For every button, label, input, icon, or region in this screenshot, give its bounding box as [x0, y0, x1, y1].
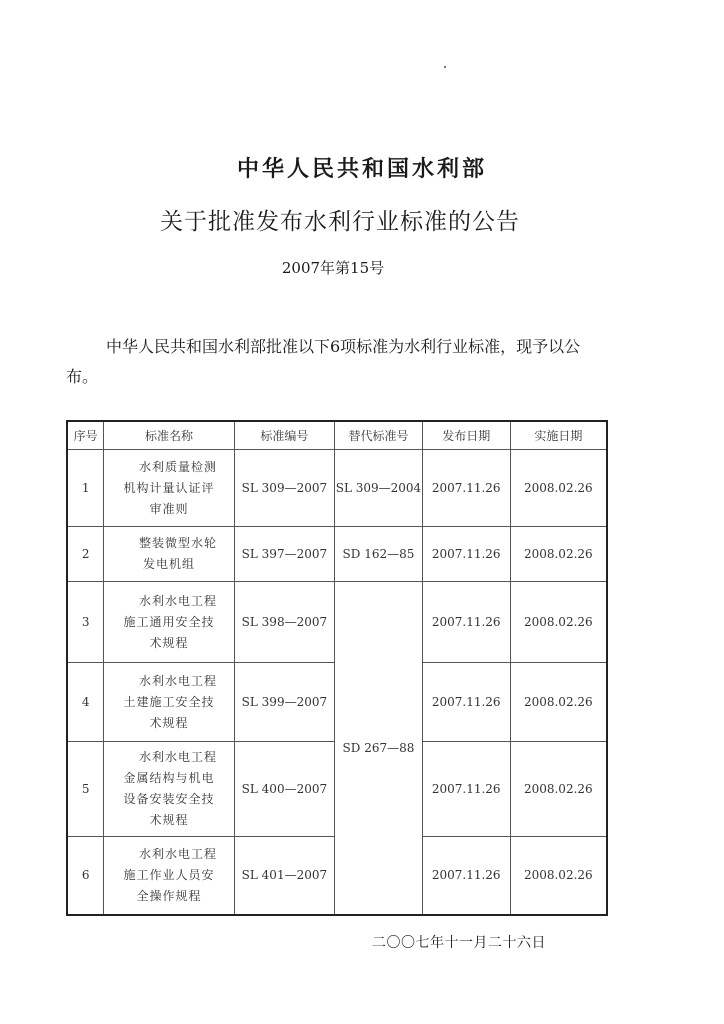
name-line: 设备安装安全技	[123, 792, 215, 806]
standard-code: SL 400—2007	[234, 742, 335, 837]
effective-date: 2008.02.26	[510, 837, 607, 915]
name-line: 术规程	[149, 635, 189, 650]
ministry-title: 中华人民共和国水利部	[236, 157, 487, 182]
name-line: 水利水电工程	[138, 846, 217, 861]
standard-code: SL 401—2007	[234, 837, 335, 915]
notice-title: 关于批准发布水利行业标准的公告	[160, 209, 520, 235]
announcement-paragraph: 中华人民共和国水利部批准以下6项标准为水利行业标准，现予以公布。	[66, 337, 581, 386]
effective-date: 2008.02.26	[510, 663, 607, 742]
name-line: 施工通用安全技	[123, 614, 215, 629]
name-line: 金属结构与机电	[123, 771, 215, 785]
standard-name	[104, 582, 234, 663]
row-number: 3	[67, 582, 104, 663]
table-row	[67, 582, 607, 663]
name-line: 施工作业人员安	[123, 867, 215, 882]
table-row	[67, 450, 607, 527]
row-number: 4	[67, 663, 104, 742]
effective-date: 2008.02.26	[510, 742, 607, 837]
standard-code: SL 309—2007	[234, 450, 335, 527]
name-line: 术规程	[149, 813, 189, 827]
standard-code: SL 398—2007	[234, 582, 335, 663]
effective-date: 2008.02.26	[510, 582, 607, 663]
name-line: 土建施工安全技	[123, 694, 215, 709]
name-line: 水利水电工程	[138, 673, 217, 688]
header-cell-effective: 实施日期	[510, 421, 607, 450]
standard-name	[104, 450, 234, 527]
publish-date: 2007.11.26	[422, 837, 510, 915]
standard-name	[104, 663, 234, 742]
replaced-standard: SD 162—85	[335, 527, 423, 582]
name-line: 全操作规程	[136, 888, 202, 903]
publish-date: 2007.11.26	[422, 527, 510, 582]
standard-code: SL 399—2007	[234, 663, 335, 742]
publish-date: 2007.11.26	[422, 742, 510, 837]
scan-speck	[444, 66, 446, 68]
standard-code: SL 397—2007	[234, 527, 335, 582]
row-number: 2	[67, 527, 104, 582]
standard-name	[104, 742, 234, 837]
header-cell-code: 标准编号	[234, 421, 335, 450]
header-cell-name: 标准名称	[104, 421, 234, 450]
replaced-standard-merged: SD 267—88	[335, 582, 423, 915]
publish-date: 2007.11.26	[422, 663, 510, 742]
name-line: 水利水电工程	[138, 593, 217, 608]
standards-table	[66, 420, 608, 916]
header-cell-replaces: 替代标准号	[335, 421, 423, 450]
signature-date: 二〇〇七年十一月二十六日	[372, 935, 546, 951]
name-line: 水利水电工程	[138, 750, 217, 764]
standard-name	[104, 527, 234, 582]
effective-date: 2008.02.26	[510, 527, 607, 582]
notice-number: 2007年第15号	[281, 259, 385, 277]
header-cell-no: 序号	[67, 421, 104, 450]
publish-date: 2007.11.26	[422, 582, 510, 663]
effective-date: 2008.02.26	[510, 450, 607, 527]
standard-name	[104, 837, 234, 915]
header-cell-published: 发布日期	[422, 421, 510, 450]
name-line: 术规程	[149, 715, 189, 730]
publish-date: 2007.11.26	[422, 450, 510, 527]
row-number: 1	[67, 450, 104, 527]
name-line: 机构计量认证评	[123, 480, 215, 495]
name-line: 发电机组	[142, 557, 195, 571]
table-row	[67, 527, 607, 582]
row-number: 5	[67, 742, 104, 837]
name-line: 整装微型水轮	[138, 536, 217, 550]
table-header-row	[67, 421, 607, 450]
row-number: 6	[67, 837, 104, 915]
name-line: 水利质量检测	[138, 459, 217, 474]
replaced-standard: SL 309—2004	[335, 450, 423, 527]
name-line: 审准则	[149, 501, 189, 516]
